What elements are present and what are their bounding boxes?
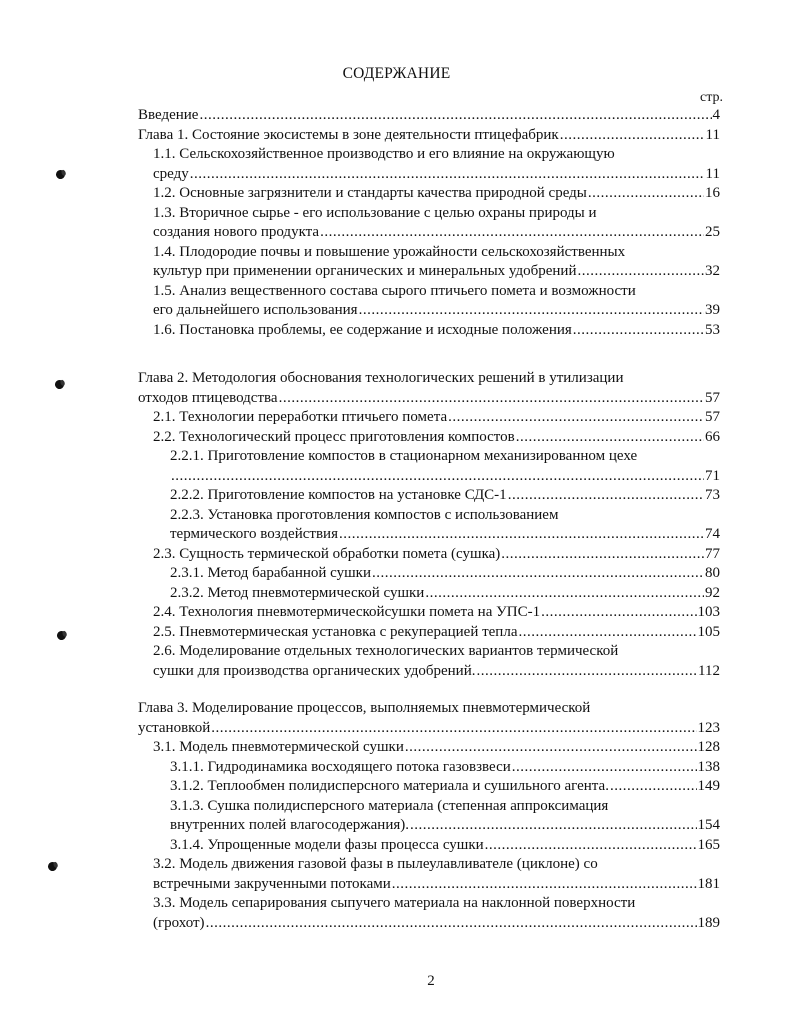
toc-entry-text: 2.6. Моделирование отдельных технологических вариантов термической	[153, 643, 619, 659]
toc-page-number: 123	[697, 719, 720, 736]
toc-entry-text: среду	[153, 165, 189, 182]
toc-entry-text: 2.4. Технология пневмотермическойсушки помета на УПС-1	[153, 604, 541, 620]
toc-entry-text: 3.1.2. Теплообмен полидисперсного материала и сушильного агента.	[170, 778, 609, 794]
toc-page-number: 11	[705, 126, 720, 143]
dot-leader	[476, 662, 697, 682]
toc-entry-text: 2.2.3. Установка проготовления компостов с использованием	[170, 506, 559, 523]
toc-entry-text: 3.1.1. Гидродинамика восходящего потока газовзвеси	[170, 758, 511, 775]
toc-page-number: 103	[697, 604, 720, 620]
dot-leader	[485, 836, 697, 856]
dot-leader	[410, 816, 696, 836]
toc-entry-text: 1.4. Плодородие почвы и повышение урожайности сельскохозяйственных	[153, 243, 626, 260]
toc-entry-text: Глава 3. Моделирование процессов, выполняемых пневмотермической	[138, 700, 591, 716]
dot-leader	[392, 875, 697, 895]
toc-entry-text: 2.3.2. Метод пневмотермической сушки	[170, 584, 425, 601]
toc-page-number: 181	[697, 875, 720, 892]
toc-page-number: 92	[705, 584, 720, 601]
toc-entry	[138, 699, 720, 738]
toc-page-number: 165	[697, 836, 720, 853]
toc-entry	[170, 447, 720, 486]
toc-entry	[138, 126, 720, 146]
toc-page-number: 189	[697, 914, 720, 931]
toc-page-number: 77	[705, 545, 720, 562]
toc-entry-text: 1.2. Основные загрязнители и стандарты качества природной среды	[153, 185, 587, 201]
toc-entry	[153, 282, 720, 321]
toc-entry-text: отходов птицеводства	[138, 389, 278, 406]
dot-leader	[171, 467, 704, 487]
dot-leader	[512, 758, 697, 778]
toc-entry	[170, 564, 720, 584]
toc-entry	[153, 642, 720, 681]
toc-entry-text: термического воздействия	[170, 526, 338, 542]
toc-entry-text: культур при применении органических и минеральных удобрений	[153, 263, 577, 279]
page-column-label: стр.	[699, 90, 723, 105]
punch-hole-mark	[55, 169, 67, 181]
dot-leader	[405, 738, 697, 758]
punch-hole-mark	[54, 379, 66, 391]
toc-entry	[170, 584, 720, 604]
toc-page-number: 105	[697, 623, 720, 640]
toc-page-number: 4	[712, 107, 720, 123]
toc-entry-text: 3.1. Модель пневмотермической сушки	[153, 739, 404, 755]
dot-leader	[560, 126, 705, 146]
toc-entry-text: 1.1. Сельскохозяйственное производство и его влияние на окружающую	[153, 146, 615, 162]
toc-entry	[138, 369, 720, 408]
dot-leader	[508, 486, 704, 506]
toc-entry	[153, 603, 720, 623]
toc-entry-text: Глава 1. Состояние экосистемы в зоне деятельности птицефабрик	[138, 126, 559, 143]
toc-entry	[170, 836, 720, 856]
toc-entry-text: Глава 2. Методология обоснования технологических решений в утилизации	[138, 370, 624, 386]
dot-leader	[573, 321, 704, 341]
dot-leader	[516, 428, 704, 448]
toc-entry	[170, 758, 720, 778]
dot-leader	[211, 719, 696, 739]
toc-entry-text: 2.2. Технологический процесс приготовления компостов	[153, 428, 515, 445]
toc-page-number: 25	[705, 224, 720, 240]
toc-page-number: 16	[705, 185, 720, 201]
toc-entry	[153, 204, 720, 243]
toc-entry	[153, 428, 720, 448]
toc-entry-text: его дальнейшего использования	[153, 302, 358, 318]
toc-entry-text: 3.3. Модель сепарирования сыпучего материала на наклонной поверхности	[153, 895, 636, 911]
punch-hole-mark	[47, 861, 59, 873]
toc-entry-text: 3.1.4. Упрощенные модели фазы процесса сушки	[170, 836, 484, 853]
toc-entry-text: 2.3.1. Метод барабанной сушки	[170, 565, 371, 581]
page-title: СОДЕРЖАНИЕ	[342, 65, 451, 82]
dot-leader	[425, 584, 704, 604]
toc-entry	[153, 738, 720, 758]
dot-leader	[320, 223, 704, 243]
toc-entry	[153, 184, 720, 204]
toc-page-number: 128	[697, 739, 720, 755]
dot-leader	[501, 545, 704, 565]
toc-entry-text: 3.1.3. Сушка полидисперсного материала (степенная аппроксимация	[170, 797, 609, 814]
toc-entry-text: встречными закрученными потоками	[153, 875, 391, 892]
toc-entry	[153, 145, 720, 184]
dot-leader	[279, 389, 704, 409]
dot-leader	[541, 603, 696, 623]
toc-entry-text: 2.1. Технологии переработки птичьего помета	[153, 409, 448, 425]
toc-entry	[170, 777, 720, 797]
dot-leader	[577, 262, 704, 282]
toc-entry-text: (грохот)	[153, 914, 205, 931]
toc-entry-text: 1.6. Постановка проблемы, ее содержание и исходные положения	[153, 321, 572, 338]
dot-leader	[359, 301, 704, 321]
toc-entry-text: установкой	[138, 719, 211, 736]
toc-page-number: 57	[705, 409, 720, 425]
toc-entry-text: 2.2.1. Приготовление компостов в стационарном механизированном цехе	[170, 448, 638, 464]
dot-leader	[610, 777, 697, 797]
dot-leader	[372, 564, 704, 584]
toc-entry-text: 2.5. Пневмотермическая установка с рекуперацией тепла	[153, 623, 518, 640]
dot-leader	[448, 408, 704, 428]
toc-entry-text: сушки для производства органических удобрений.	[153, 662, 476, 679]
toc-page-number: 39	[705, 302, 720, 318]
toc-entry	[138, 106, 720, 126]
toc-entry	[170, 797, 720, 836]
toc-entry-text: Введение	[138, 107, 199, 123]
toc-page-number: 138	[697, 758, 720, 775]
toc-entry-text: 1.5. Анализ вещественного состава сырого птичьего помета и возможности	[153, 282, 636, 299]
toc-entry	[153, 243, 720, 282]
dot-leader	[206, 914, 697, 934]
toc-page-number: 53	[705, 321, 720, 338]
toc-page-number: 74	[705, 526, 720, 542]
toc-entry-text: 2.2.2. Приготовление компостов на установке СДС-1	[170, 487, 507, 503]
punch-hole-mark	[56, 630, 68, 642]
dot-leader	[588, 184, 704, 204]
toc-entry-text: 1.3. Вторичное сырье - его использование с целью охраны природы и	[153, 204, 597, 221]
toc-entry	[170, 506, 720, 545]
toc-entry-text: 2.3. Сущность термической обработки помета (сушка)	[153, 545, 501, 562]
toc-entry	[153, 894, 720, 933]
toc-page-number: 112	[698, 662, 720, 679]
toc-entry	[153, 545, 720, 565]
dot-leader	[339, 525, 704, 545]
toc-page-number: 80	[705, 565, 720, 581]
toc-page-number: 73	[705, 487, 720, 503]
toc-entry	[170, 486, 720, 506]
toc-page-number: 32	[705, 263, 720, 279]
toc-entry-text: создания нового продукта	[153, 224, 320, 240]
dot-leader	[199, 106, 711, 126]
toc-page-number: 154	[697, 817, 720, 833]
toc-page-number: 66	[705, 428, 720, 445]
toc-entry-text: 3.2. Модель движения газовой фазы в пылеулавливателе (циклоне) со	[153, 856, 598, 872]
toc-entry	[153, 321, 720, 341]
dot-leader	[518, 623, 696, 643]
toc-entry-text: внутренних полей влагосодержания).	[170, 817, 410, 833]
toc-page-number: 71	[705, 467, 720, 484]
toc-page-number: 149	[697, 778, 720, 794]
toc-entry	[153, 408, 720, 428]
toc-entry	[153, 623, 720, 643]
toc-page-number: 11	[705, 165, 720, 182]
dot-leader	[190, 165, 705, 185]
page-number: 2	[427, 973, 435, 989]
toc-entry	[153, 855, 720, 894]
toc-page-number: 57	[705, 389, 720, 406]
